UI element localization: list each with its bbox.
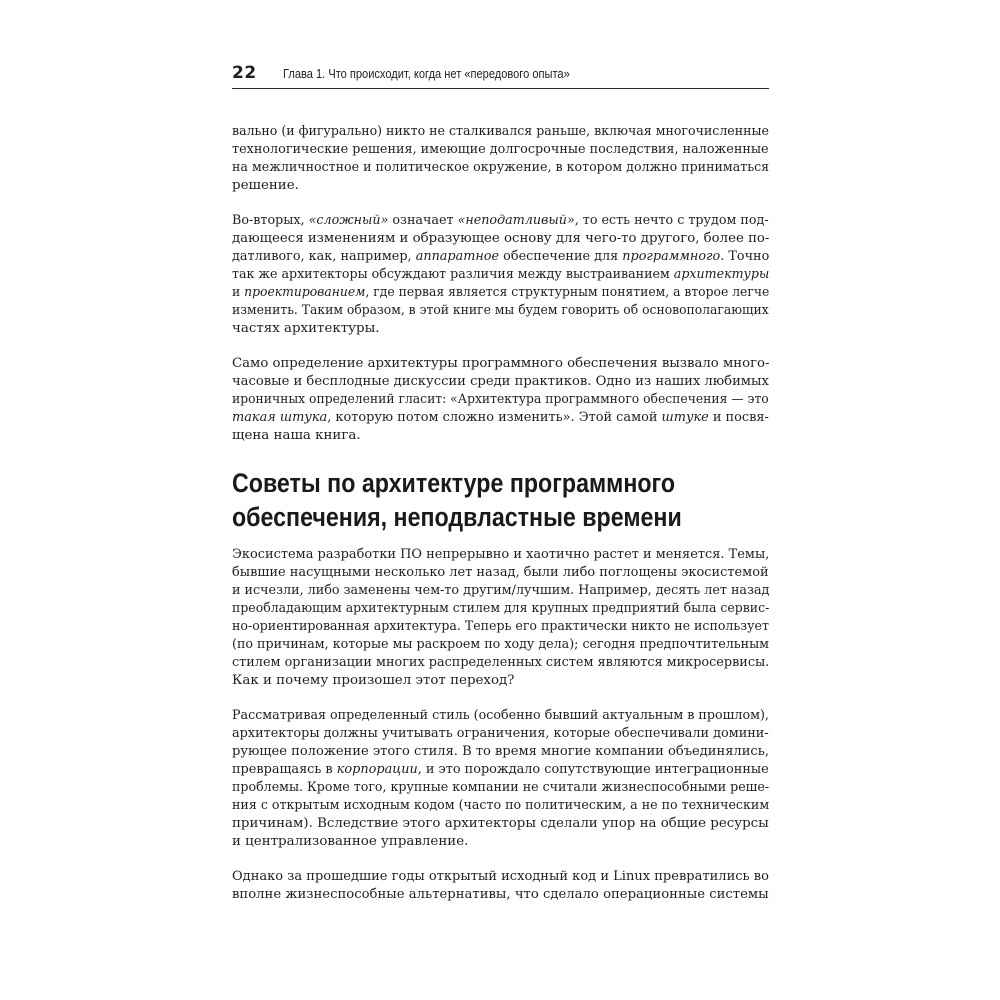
text-line: ния с открытым исходным кодом (часто по политическим, а не по техническим	[232, 798, 770, 813]
text-line: и исчезли, либо заменены чем-то другим/лучшим. Например, десять лет назад	[232, 583, 770, 598]
paragraph	[232, 868, 769, 904]
emphasis: аппаратное	[415, 249, 500, 264]
paragraphs-after-heading	[232, 546, 769, 904]
text-line: причинам). Вследствие этого архитекторы сделали упор на общие ресурсы	[232, 816, 769, 831]
book-page	[232, 62, 769, 904]
text-line: и проектированием, где первая является структурным понятием, а второе легче	[232, 285, 770, 300]
text-line: вполне жизнеспособные альтернативы, что сделало операционные системы	[232, 887, 769, 902]
body-text	[232, 123, 769, 904]
emphasis: такая штука	[232, 410, 328, 425]
text-line: щена наша книга.	[232, 428, 361, 443]
paragraph-gap	[232, 195, 769, 212]
emphasis: корпорации	[336, 762, 418, 777]
emphasis: штуке	[661, 410, 709, 425]
text-line: ироничных определений гласит: «Архитектура программного обеспечения — это	[232, 392, 769, 407]
section-heading-line: обеспечения, неподвластные времени	[232, 502, 682, 532]
text-line: стилем организации многих распределенных систем являются микросервисы.	[232, 655, 770, 670]
text-line: бывшие насущными несколько лет назад, были либо поглощены экосистемой	[232, 565, 769, 580]
text-line: Однако за прошедшие годы открытый исходный код и Linux превратились во	[232, 869, 769, 884]
text-line: Экосистема разработки ПО непрерывно и хаотично растет и меняется. Темы,	[232, 547, 770, 562]
text-line: Рассматривая определенный стиль (особенно бывший актуальным в прошлом),	[232, 708, 769, 723]
paragraph	[232, 212, 769, 338]
running-header	[232, 62, 769, 89]
paragraph	[232, 546, 769, 690]
emphasis: проектированием	[244, 285, 366, 300]
text-line: но-ориентированная архитектура. Теперь его практически никто не использует	[232, 619, 769, 634]
section-heading-line: Советы по архитектуре программного	[232, 468, 676, 498]
paragraph-gap	[232, 851, 769, 868]
text-line: частях архитектуры.	[232, 321, 380, 336]
text-line: часовые и бесплодные дискуссии среди практиков. Одно из наших любимых	[232, 374, 769, 389]
section-heading	[232, 466, 769, 534]
emphasis: «сложный»	[308, 213, 389, 228]
paragraph-gap	[232, 690, 769, 707]
paragraph-gap	[232, 338, 769, 355]
text-line: датливого, как, например, аппаратное обеспечение для программного. Точно	[232, 249, 770, 264]
emphasis: «неподатливый»	[457, 213, 575, 228]
text-line: архитекторы должны учитывать ограничения, которые обеспечивали домини-	[232, 726, 769, 741]
page-number: 22	[232, 63, 257, 83]
text-line: и централизованное управление.	[232, 834, 469, 849]
text-line: решение.	[232, 178, 299, 193]
text-line: вально (и фигурально) никто не сталкивался раньше, включая многочисленные	[232, 124, 769, 139]
text-line: преобладающим архитектурным стилем для крупных предприятий была сервис-	[232, 601, 770, 616]
emphasis: программного	[622, 249, 721, 264]
text-line: дающееся изменениям и образующее основу для чего-то другого, более по-	[232, 231, 770, 246]
paragraphs-before-heading	[232, 123, 769, 445]
paragraph	[232, 123, 769, 195]
text-line: превращаясь в корпорации, и это порождало сопутствующие интеграционные	[232, 762, 769, 777]
text-line: так же архитекторы обсуждают различия между выстраиванием архитектуры	[232, 267, 770, 282]
paragraph	[232, 355, 769, 445]
text-line: на межличностное и политическое окружение, в котором должно приниматься	[232, 160, 770, 175]
text-line: Как и почему произошел этот переход?	[232, 673, 515, 688]
text-line: такая штука, которую потом сложно изменить». Этой самой штуке и посвя-	[232, 410, 769, 425]
text-line: Само определение архитектуры программного обеспечения вызвало много-	[232, 356, 770, 371]
text-line: Во-вторых, «сложный» означает «неподатливый», то есть нечто с трудом под-	[232, 213, 769, 228]
text-line: технологические решения, имеющие долгосрочные последствия, наложенные	[232, 142, 769, 157]
text-line: изменить. Таким образом, в этой книге мы будем говорить об основополагающих	[232, 303, 769, 318]
text-line: проблемы. Кроме того, крупные компании не считали жизнеспособными реше-	[232, 780, 770, 795]
paragraph	[232, 707, 769, 851]
chapter-title: Глава 1. Что происходит, когда нет «передового опыта»	[283, 66, 570, 81]
emphasis: архитектуры	[673, 267, 770, 282]
text-line: рующее положение этого стиля. В то время многие компании объединялись,	[232, 744, 769, 759]
text-line: (по причинам, которые мы раскроем по ходу дела); сегодня предпочтительным	[232, 637, 770, 652]
